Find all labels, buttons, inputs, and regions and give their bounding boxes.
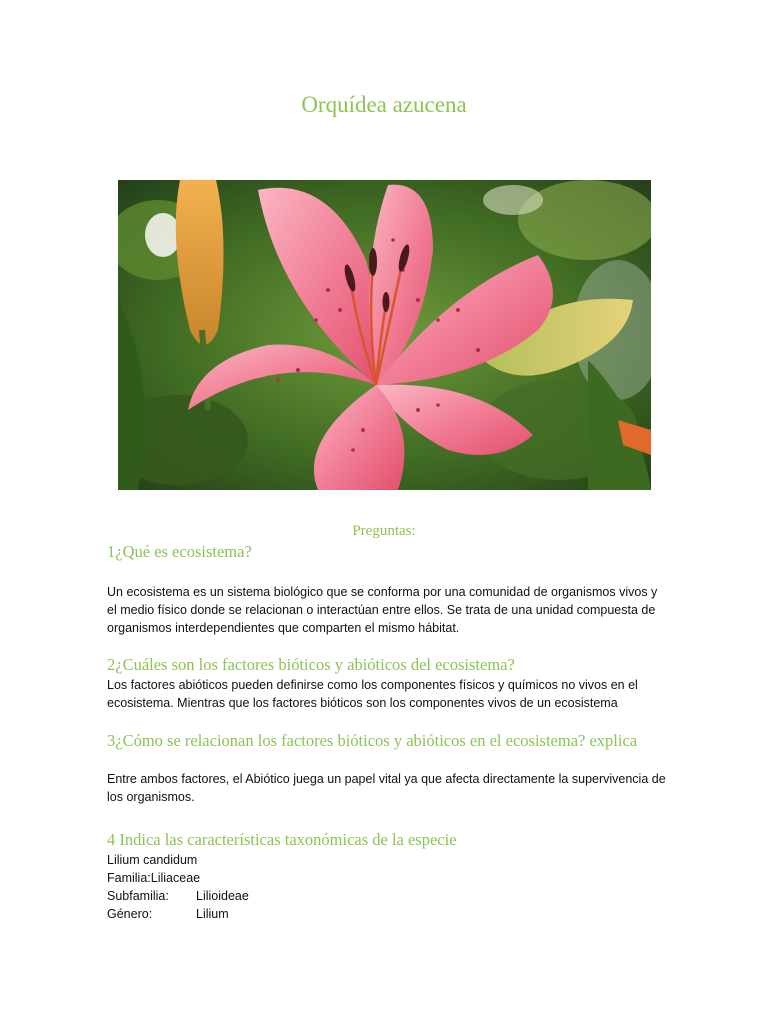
document-title: Orquídea azucena	[301, 92, 467, 117]
answer-2: Los factores abióticos pueden definirse como los componentes físicos y químicos no vivos en el ecosistema. Mientras que los factores bióticos son los componentes vivos de un ecosistema	[107, 678, 638, 710]
taxonomy-species	[107, 851, 197, 869]
taxonomy-familia	[107, 869, 200, 887]
question-3: 3¿Cómo se relacionan los factores bióticos y abióticos en el ecosistema? explica	[107, 731, 638, 750]
taxonomy-familia-text: Familia:Liliaceae	[107, 871, 201, 885]
answer-3: Entre ambos factores, el Abiótico juega un papel vital ya que afecta directamente la supervivencia de los organismos.	[107, 772, 666, 804]
question-1: 1¿Qué es ecosistema?	[107, 542, 252, 561]
taxonomy-genero	[107, 905, 229, 923]
taxonomy-genero-value: Lilium	[196, 907, 229, 921]
taxonomy-species-text: Lilium candidum	[107, 853, 198, 867]
taxonomy-subfamilia-label: Subfamilia:	[107, 889, 169, 903]
questions-heading: Preguntas:	[352, 523, 416, 539]
question-4: 4 Indica las características taxonómicas de la especie	[107, 830, 457, 849]
taxonomy-genero-label: Género:	[107, 907, 153, 921]
taxonomy-subfamilia-value: Lilioideae	[196, 889, 249, 903]
question-2: 2¿Cuáles son los factores bióticos y abióticos del ecosistema?	[107, 655, 515, 674]
answer-1: Un ecosistema es un sistema biológico que se conforma por una comunidad de organismos vivos y el medio físico donde se relacionan o interactúan entre ellos. Se trata de una unidad compuesta de organismos interdependientes que comparten el mismo hábitat.	[107, 585, 658, 635]
taxonomy-subfamilia	[107, 887, 249, 905]
lily-flower-photo	[118, 180, 651, 490]
